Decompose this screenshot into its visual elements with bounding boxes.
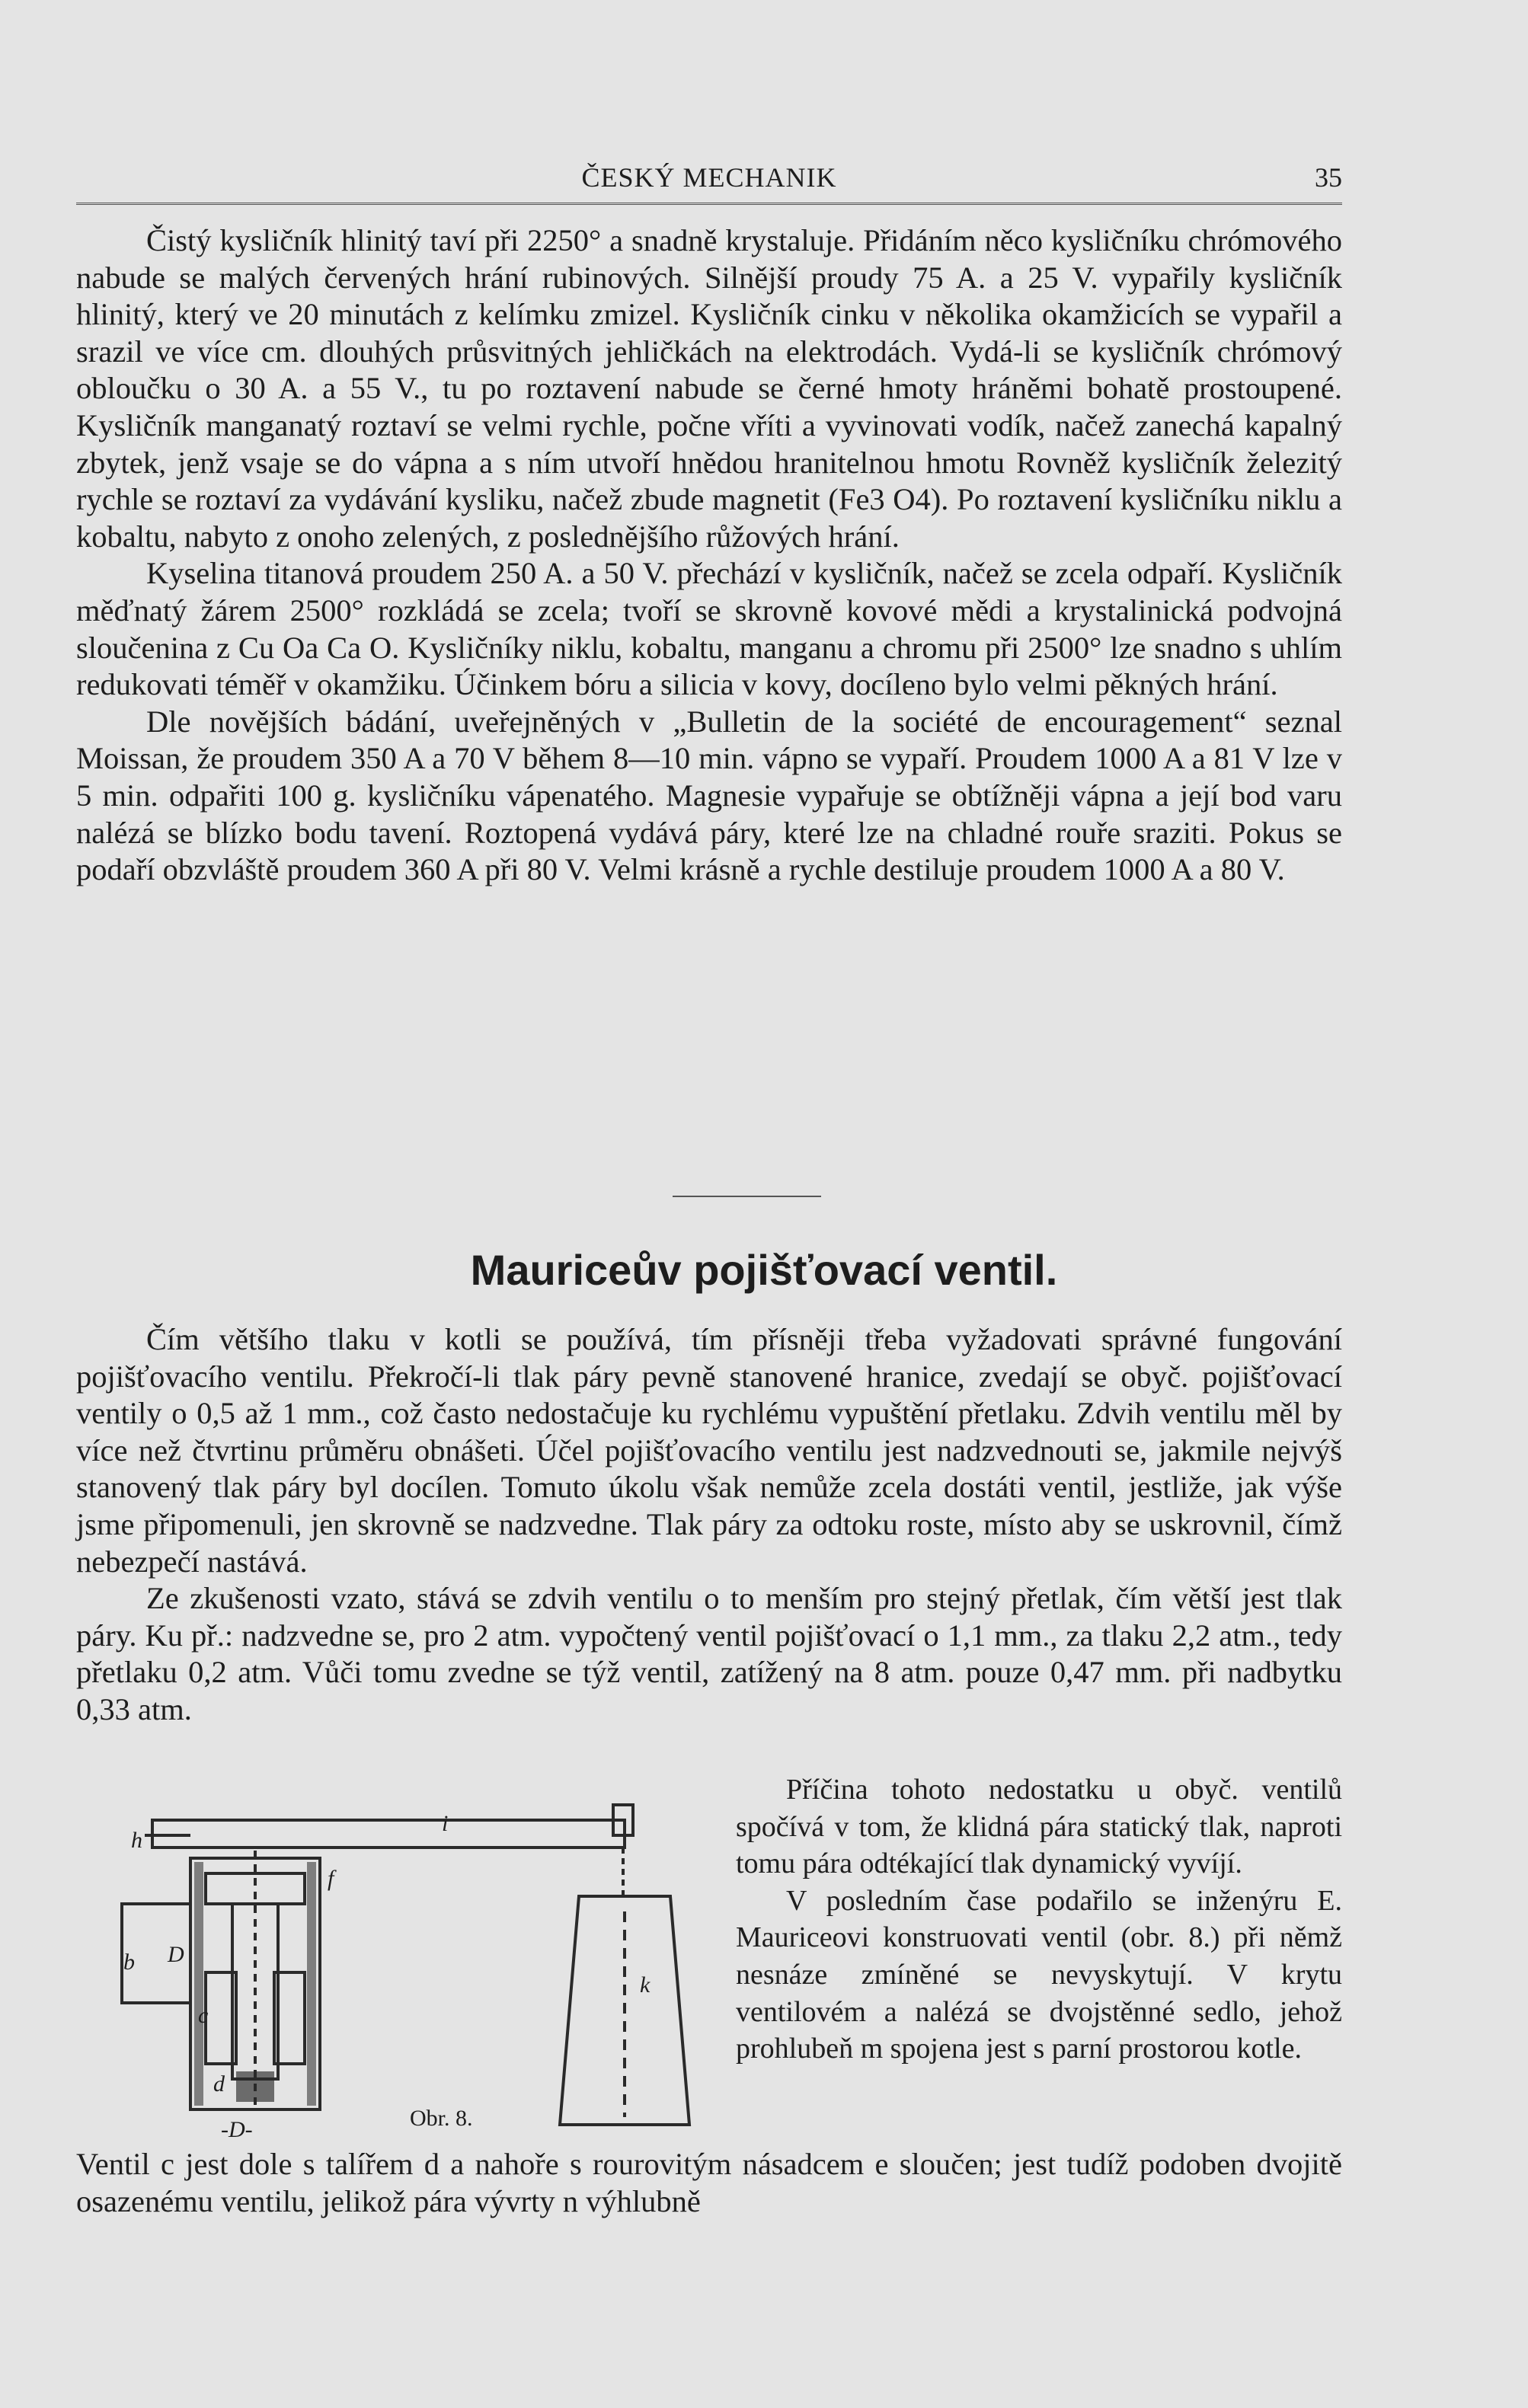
paragraph-1: Čistý kysličník hlinitý taví při 2250° a snadně krystaluje. Přidáním něco kysličníku chrómového nabude se malých červených hrání rubinových. Silnější proudy 75 A. a 25 V. vypařily kysličník hlinitý, který ve 20 minutách z kelímku zmizel. Kysličník cinku v několika okamžicích se vypařil a srazil ve více cm. dlouhých průsvitných jehličkách na elektrodách. Vydá-li se kysličník chrómový obloučku o 30 A. a 55 V., tu po roztavení nabude se černé hmoty hráněmi bohatě prostoupené. Kysličník manganatý roztaví se velmi rychle, počne vříti a vyvinovati vodík, načež zanechá kapalný zbytek, jenž vsaje se do vápna a s ním utvoří hnědou hranitelnou hmotu Rovněž kysličník železitý rychle se roztaví za vydávání kysliku, načež zbude magnetit (Fe3 O4). Po roztavení kysličníku niklu a kobaltu, nabyto z onoho zelených, z poslednějšího růžových hrání. xyxy=(76,223,1342,554)
label-bottom-d: -D- xyxy=(221,2117,253,2142)
figure-caption: Obr. 8. xyxy=(410,2106,473,2131)
page-number: 35 xyxy=(1315,162,1342,193)
section-separator xyxy=(673,1196,821,1197)
paragraph-3: Dle novějších bádání, uveřejněných v „Bulletin de la société de encouragement“ seznal Moissan, že proudem 350 A a 70 V během 8—10 min. vápno se vypaří. Proudem 1000 A a 81 V lze v 5 min. odpařiti 100 g. kysličníku vápenatého. Magnesie vypařuje se obtížněji vápna a její bod varu nalézá se blízko bodu tavení. Roztopená vydává páry, které lze na chladné rouře sraziti. Pokus se podaří obzvláště proudem 360 A při 80 V. Velmi krásně a rychle destiluje proudem 1000 A a 80 V. xyxy=(76,704,1342,887)
label-b: b xyxy=(123,1950,135,1975)
paragraph-5: Ze zkušenosti vzato, stává se zdvih ventilu o to menším pro stejný přetlak, čím větší jest tlak páry. Ku př.: nadzvedne se, pro 2 atm. vypočtený ventil pojišťovací o 1,1 mm., za tlaku 2,2 atm., tedy přetlaku 0,2 atm. Vůči tomu zvedne se týž ventil, zatížený na 8 atm. pouze 0,47 mm. při nadbytku 0,33 atm. xyxy=(76,1581,1342,1726)
seat-hatch xyxy=(236,2071,274,2102)
paragraph-8: Ventil c jest dole s talířem d a nahoře s rourovitým násadcem e sloučen; jest tudíž podoben dvojitě osazenému ventilu, jelikož pára vývrty n výhlubně xyxy=(76,2147,1342,2218)
page-header xyxy=(76,152,1342,198)
section-heading: Mauriceův pojišťovací ventil. xyxy=(470,1246,1058,1294)
label-bd: D xyxy=(168,1942,184,1967)
paragraph-2: Kyselina titanová proudem 250 A. a 50 V. přechází v kysličník, načež se zcela odpaří. Kysličník měďnatý žárem 2500° rozkládá se zcela; tvoří se skrovně kovové mědi a krystalinická podvojná sloučenina z Cu Oa Ca O. Kysličníky niklu, kobaltu, manganu a chromu při 2500° lze snadno s uhlím redukovati téměř v okamžiku. Účinkem bóru a silicia v kovy, docíleno bylo velmi pěkných hrání. xyxy=(76,556,1342,702)
header-rule xyxy=(76,203,1342,205)
valve-drawing xyxy=(107,1782,701,2148)
lever-arm xyxy=(152,1820,625,1848)
paragraph-7: V posledním čase podařilo se inženýru E. Mauriceovi konstruovati ventil (obr. 8.) při němž nesnáze zmíněné se nevyskytují. V krytu ventilovém a nalézá se dvojstěnné sedlo, jehož prohlubeň m spojena jest s parní prostorou kotle. xyxy=(736,1884,1342,2065)
section-oxides xyxy=(76,222,1342,889)
wall-hatch-left xyxy=(194,1862,203,2106)
label-k: k xyxy=(640,1972,651,1998)
closing-lines xyxy=(76,2146,1342,2220)
section-valve xyxy=(76,1321,1342,1729)
paragraph-6: Příčina tohoto nedostatku u obyč. ventilů spočívá v tom, že klidná pára statický tlak, naproti tomu pára odtékající tlak dynamický vyvíjí. xyxy=(736,1774,1342,1880)
label-h: h xyxy=(131,1828,142,1853)
figure-valve xyxy=(107,1782,701,2148)
paragraph-4: Čím většího tlaku v kotli se používá, tím přísněji třeba vyžadovati správné fungování pojišťovacího ventilu. Překročí-li tlak páry pevně stanovené hranice, zvedají se obyč. pojišťovací ventily o 0,5 až 1 mm., což často nedostačuje ku rychlému vypuštění přetlaku. Zdvih ventilu měl by více než čtvrtinu průměru obnášeti. Účel pojišťovacího ventilu jest nadzvednouti se, jakmile nejvýš stanovený tlak páry byl docílen. Tomuto úkolu však nemůže zcela dostáti ventil, jestliže, jak výše jsme připomenuli, jen skrovně se nadzvedne. Tlak páry za odtoku roste, místo aby se uskrovnil, čímž nebezpečí nastává. xyxy=(76,1322,1342,1579)
label-f: f xyxy=(328,1866,334,1891)
label-i: i xyxy=(442,1811,449,1836)
wall-hatch-right xyxy=(307,1862,316,2106)
label-c: c xyxy=(198,2003,209,2028)
right-column xyxy=(736,1771,1342,2068)
label-d: d xyxy=(213,2071,225,2097)
running-title: ČESKÝ MECHANIK xyxy=(581,162,837,193)
